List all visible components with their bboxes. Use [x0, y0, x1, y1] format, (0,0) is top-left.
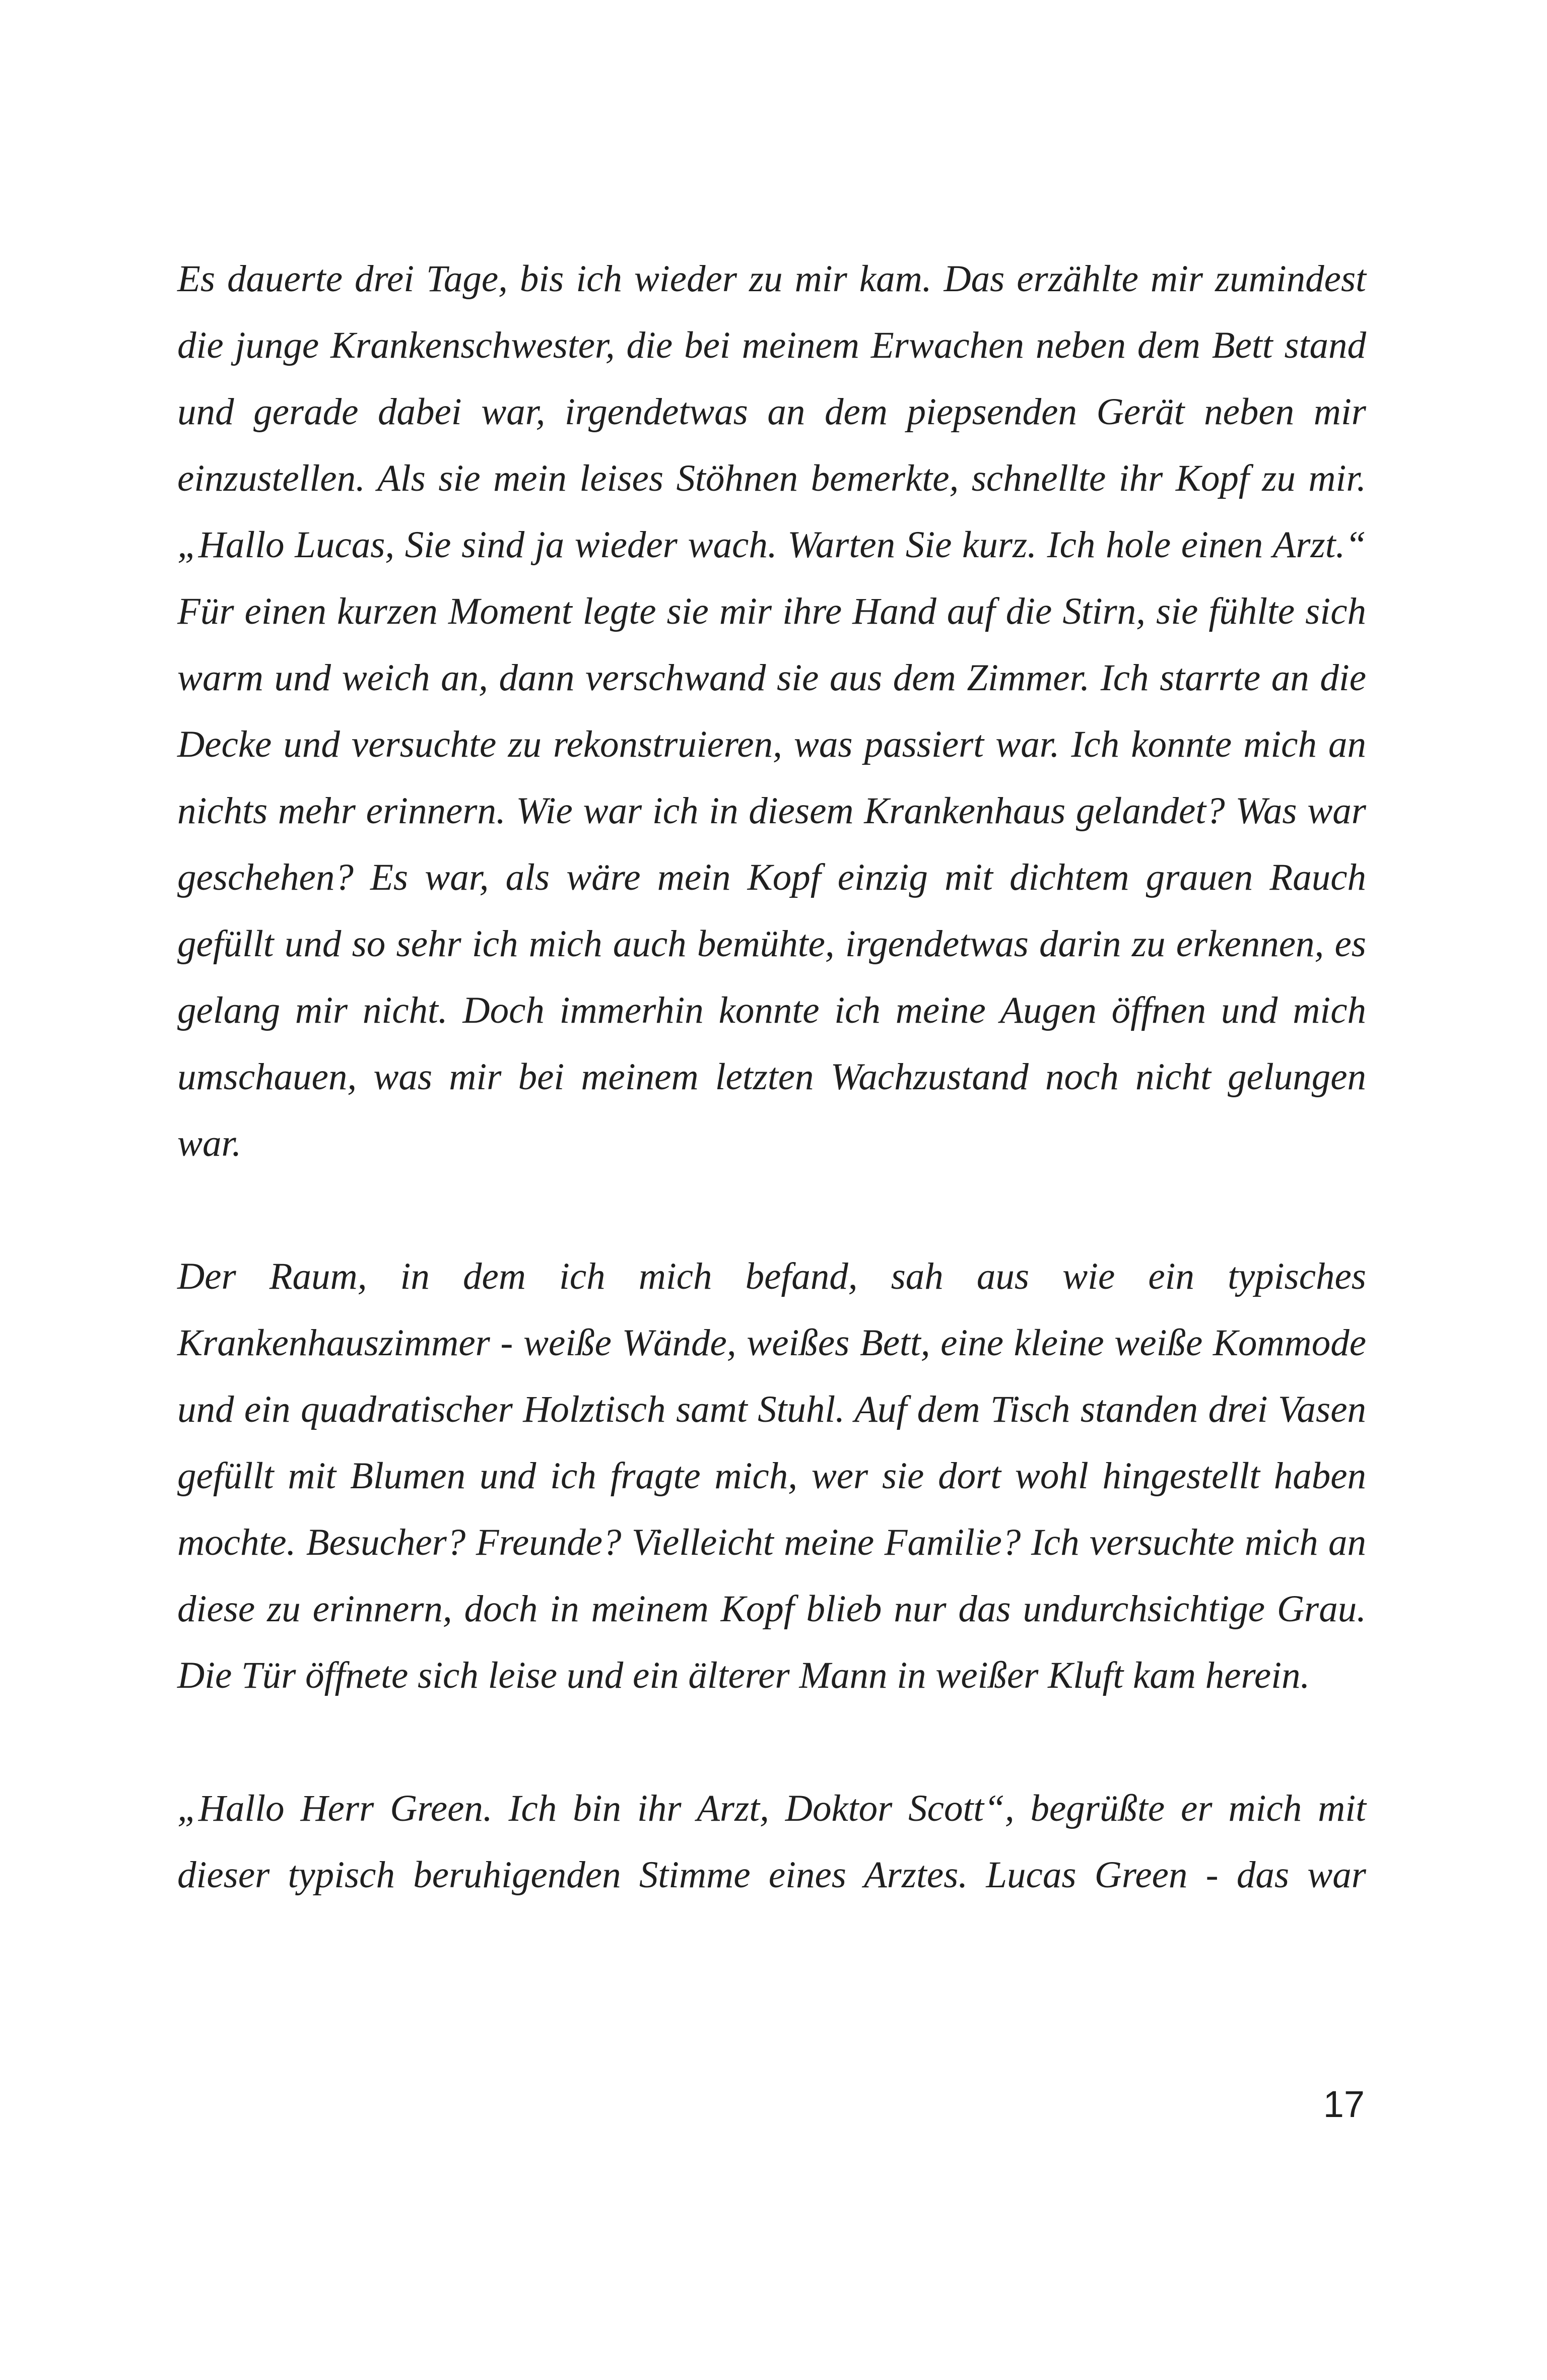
paragraph-hospital-room: Der Raum, in dem ich mich befand, sah aus wie ein typisches Krankenhauszimmer - weiße Wände, weißes Bett, eine kleine weiße Kommode und ein quadratischer Holztisch samt Stuhl. Auf dem Tisch standen drei Vasen gefüllt mit Blumen und ich fragte mich, wer sie dort wohl hingestellt haben mochte. Besucher? Freunde? Vielleicht meine Familie? Ich versuchte mich an diese zu erinnern, doch in meinem Kopf blieb nur das undurchsichtige Grau. Die Tür öffnete sich leise und ein älterer Mann in weißer Kluft kam herein. — [177, 1255, 1366, 1696]
paragraph-doctor-greeting: „Hallo Herr Green. Ich bin ihr Arzt, Doktor Scott“, begrüßte er mich mit dieser typisch beruhigenden Stimme eines Arztes. Lucas Green - das war — [177, 1788, 1366, 1896]
page-number: 17 — [1323, 2083, 1365, 2125]
paragraph-awakening: Es dauerte drei Tage, bis ich wieder zu mir kam. Das erzählte mir zumindest die junge Krankenschwester, die bei meinem Erwachen neben dem Bett stand und gerade dabei war, irgendetwas an dem piepsenden Gerät neben mir einzustellen. Als sie mein leises Stöhnen bemerkte, schnellte ihr Kopf zu mir. „Hallo Lucas, Sie sind ja wieder wach. Warten Sie kurz. Ich hole einen Arzt.“ Für einen kurzen Moment legte sie mir ihre Hand auf die Stirn, sie fühlte sich warm und weich an, dann verschwand sie aus dem Zimmer. Ich starrte an die Decke und versuchte zu rekonstruieren, was passiert war. Ich konnte mich an nichts mehr erinnern. Wie war ich in diesem Krankenhaus gelandet? Was war geschehen? Es war, als wäre mein Kopf einzig mit dichtem grauen Rauch gefüllt und so sehr ich mich auch bemühte, irgendetwas darin zu erkennen, es gelang mir nicht. Doch immerhin konnte ich meine Augen öffnen und mich umschauen, was mir bei meinem letzten Wachzustand noch nicht gelungen war. — [177, 258, 1366, 1164]
body-text — [177, 246, 1366, 1908]
